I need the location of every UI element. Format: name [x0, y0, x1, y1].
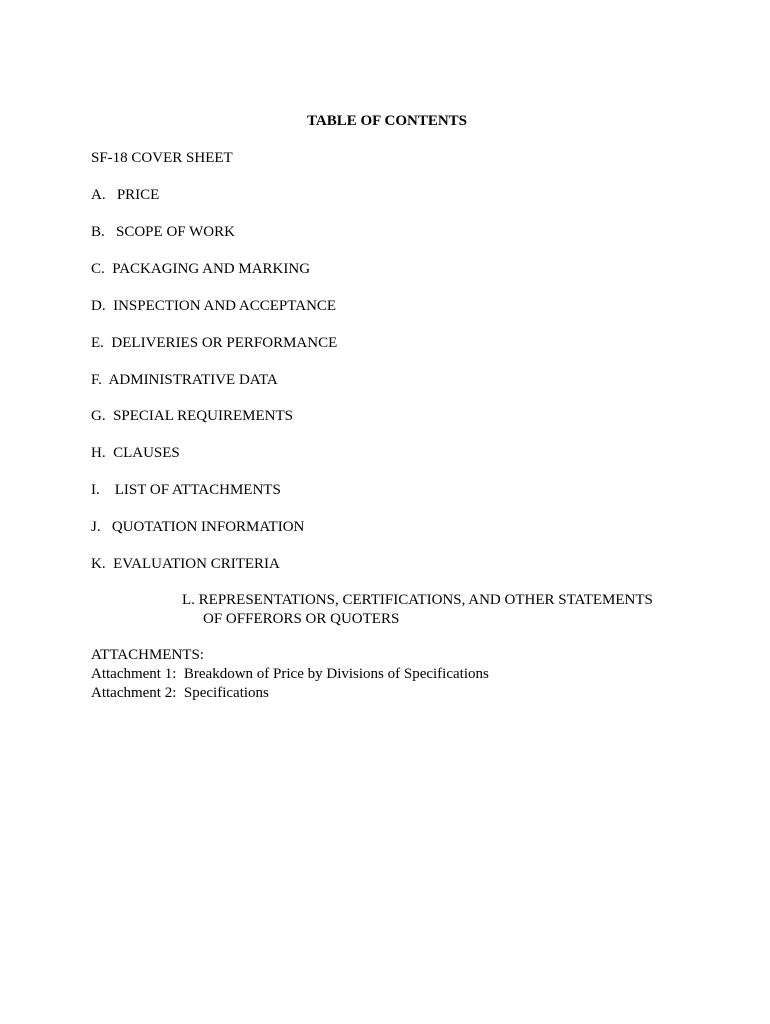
toc-item-representations — [182, 591, 653, 629]
toc-item-special-requirements: G. SPECIAL REQUIREMENTS — [91, 408, 293, 424]
page-title: TABLE OF CONTENTS — [306, 113, 468, 129]
toc-item-price: A. PRICE — [91, 187, 160, 203]
toc-item-clauses: H. CLAUSES — [91, 445, 180, 461]
toc-item-packaging-and-marking: C. PACKAGING AND MARKING — [91, 261, 311, 277]
toc-item-representations-line2: OF OFFERORS OR QUOTERS — [203, 611, 400, 627]
toc-item-scope-of-work: B. SCOPE OF WORK — [91, 224, 235, 240]
toc-item-inspection-and-acceptance: D. INSPECTION AND ACCEPTANCE — [91, 298, 337, 314]
toc-item-representations-line1: L. REPRESENTATIONS, CERTIFICATIONS, AND OTHER STATEMENTS — [182, 592, 653, 608]
toc-item-quotation-information: J. QUOTATION INFORMATION — [91, 519, 305, 535]
attachments-heading: ATTACHMENTS: — [91, 647, 204, 663]
attachments-section — [91, 646, 489, 703]
attachment-item: Attachment 1: Breakdown of Price by Divisions of Specifications — [91, 666, 489, 682]
toc-item-evaluation-criteria: K. EVALUATION CRITERIA — [91, 556, 280, 572]
toc-item-sf18-cover-sheet: SF-18 COVER SHEET — [91, 150, 233, 166]
toc-item-deliveries-or-performance: E. DELIVERIES OR PERFORMANCE — [91, 335, 338, 351]
toc-item-administrative-data: F. ADMINISTRATIVE DATA — [91, 372, 278, 388]
attachment-item: Attachment 2: Specifications — [91, 685, 269, 701]
toc-item-list-of-attachments: I. LIST OF ATTACHMENTS — [91, 482, 281, 498]
